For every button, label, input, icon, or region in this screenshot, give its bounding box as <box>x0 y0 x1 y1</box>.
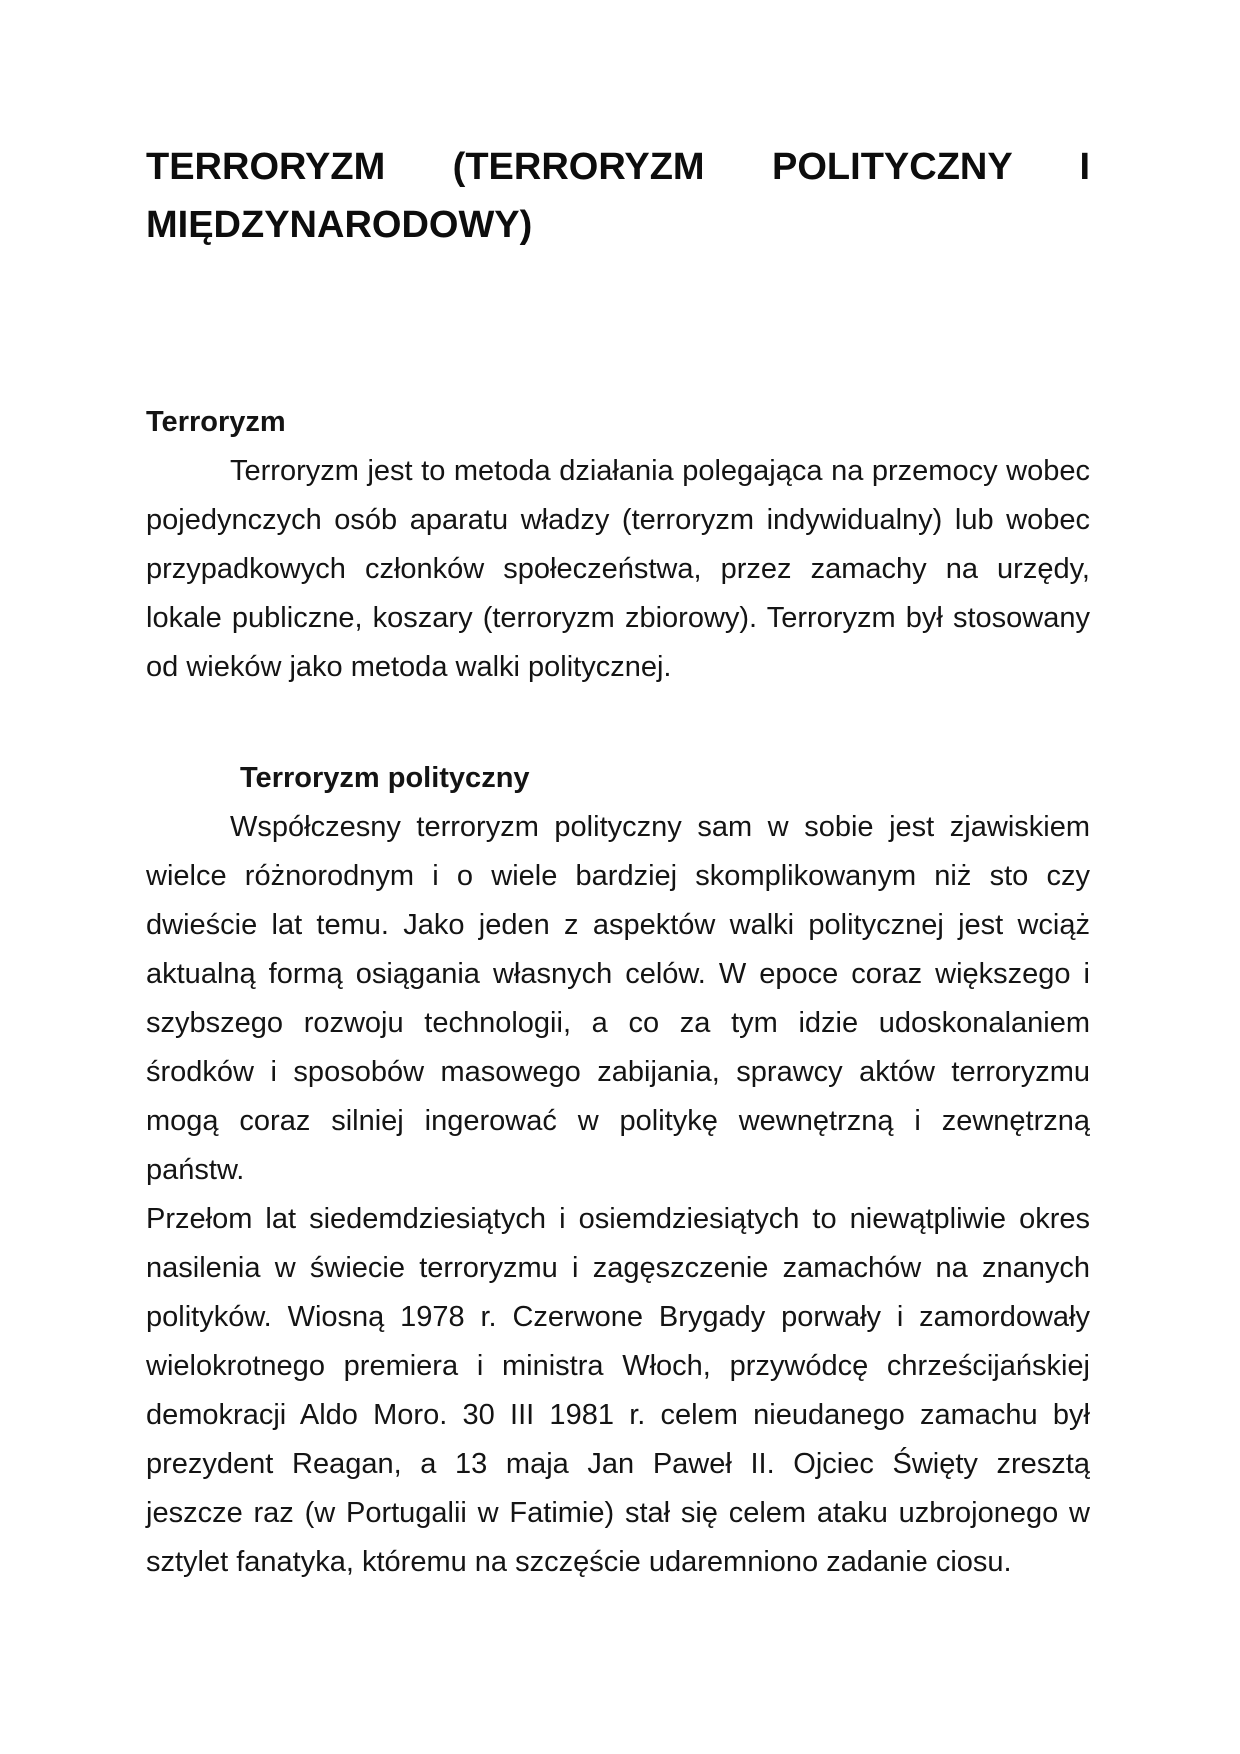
text-line: wielokrotnego premiera i ministra Włoch, przywódcę chrześcijańskiej <box>146 1350 1090 1382</box>
text-line: pojedynczych osób aparatu władzy (terroryzm indywidualny) lub wobec <box>146 504 1090 536</box>
text-line: Terroryzm jest to metoda działania polegająca na przemocy wobec <box>230 455 1090 487</box>
section-heading-terroryzm: Terroryzm <box>146 406 286 438</box>
document-title <box>146 138 1090 254</box>
title-line-1: TERRORYZM (TERRORYZM POLITYCZNY I <box>146 146 1090 188</box>
text-line: od wieków jako metoda walki politycznej. <box>146 651 672 683</box>
text-line: nasilenia w świecie terroryzmu i zagęszczenie zamachów na znanych <box>146 1252 1090 1284</box>
paragraph-terroryzm <box>146 447 1090 692</box>
text-line: demokracji Aldo Moro. 30 III 1981 r. celem nieudanego zamachu był <box>146 1399 1090 1431</box>
text-line: mogą coraz silniej ingerować w politykę wewnętrzną i zewnętrzną <box>146 1105 1090 1137</box>
title-line-2: MIĘDZYNARODOWY) <box>146 204 533 246</box>
text-line: szybszego rozwoju technologii, a co za tym idzie udoskonalaniem <box>146 1007 1090 1039</box>
text-line: lokale publiczne, koszary (terroryzm zbiorowy). Terroryzm był stosowany <box>146 602 1090 634</box>
text-line: jeszcze raz (w Portugalii w Fatimie) stał się celem ataku uzbrojonego w <box>146 1497 1090 1529</box>
section-heading-terroryzm-polityczny: Terroryzm polityczny <box>240 762 530 794</box>
text-line: polityków. Wiosną 1978 r. Czerwone Brygady porwały i zamordowały <box>146 1301 1090 1333</box>
text-line: prezydent Reagan, a 13 maja Jan Paweł II. Ojciec Święty zresztą <box>146 1448 1090 1480</box>
text-line: wielce różnorodnym i o wiele bardziej skomplikowanym niż sto czy <box>146 860 1090 892</box>
text-line: Przełom lat siedemdziesiątych i osiemdziesiątych to niewątpliwie okres <box>146 1203 1090 1235</box>
text-line: Współczesny terroryzm polityczny sam w sobie jest zjawiskiem <box>230 811 1090 843</box>
text-line: przypadkowych członków społeczeństwa, przez zamachy na urzędy, <box>146 553 1090 585</box>
text-line: aktualną formą osiągania własnych celów. W epoce coraz większego i <box>146 958 1090 990</box>
text-line: państw. <box>146 1154 245 1186</box>
paragraph-przelom-lat <box>146 1195 1090 1587</box>
paragraph-terroryzm-polityczny <box>146 803 1090 1195</box>
text-line: środków i sposobów masowego zabijania, sprawcy aktów terroryzmu <box>146 1056 1090 1088</box>
document-body <box>146 398 1090 1587</box>
text-line: sztylet fanatyka, któremu na szczęście udaremniono zadanie ciosu. <box>146 1546 1012 1578</box>
text-line: dwieście lat temu. Jako jeden z aspektów walki politycznej jest wciąż <box>146 909 1090 941</box>
